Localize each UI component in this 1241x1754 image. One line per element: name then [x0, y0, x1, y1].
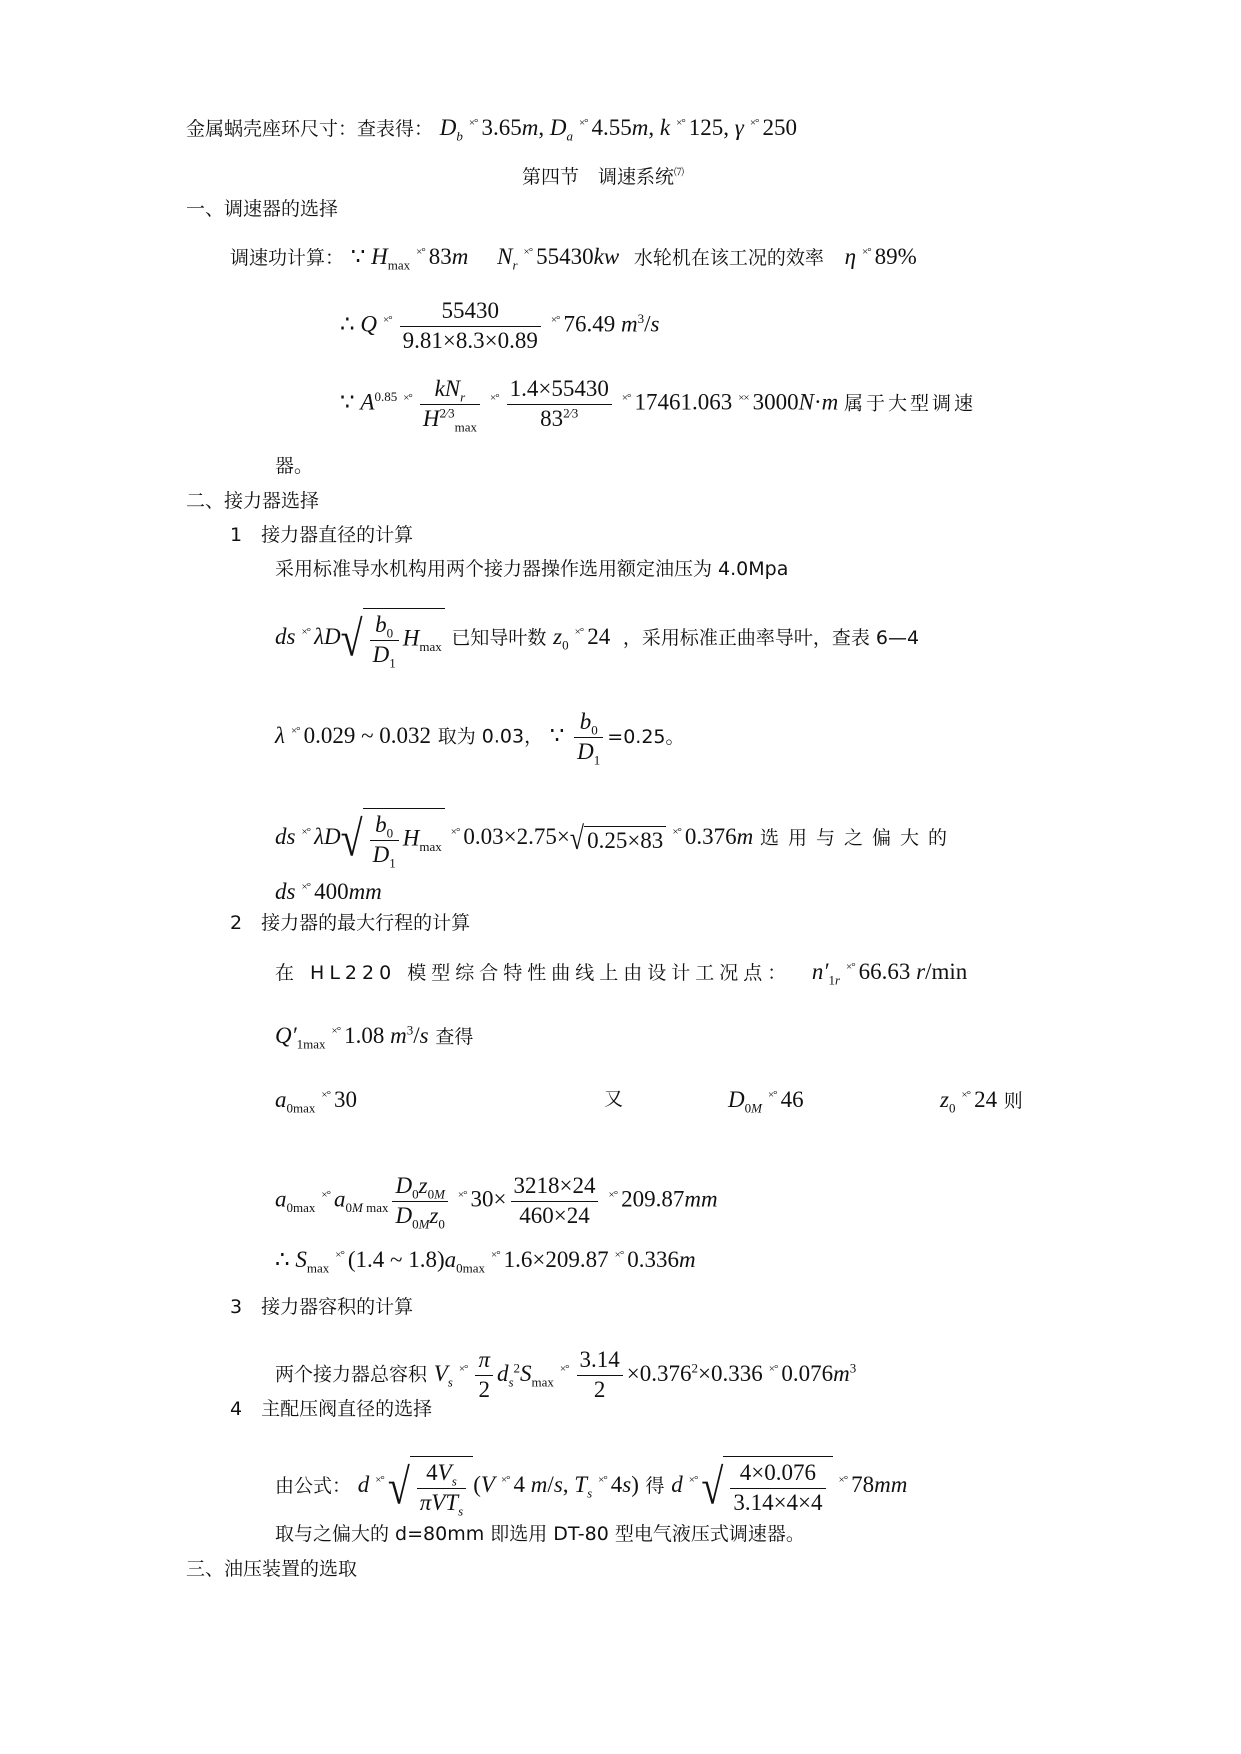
then-text: 则	[1003, 1090, 1023, 1112]
heading-oil-pressure-unit: 三、油压装置的选取	[186, 1558, 358, 1580]
ds-formula: ds ×° λD√ $\frac{b_0}{D_1}$ $H_{max}$	[275, 624, 445, 649]
work-fraction-symbolic: $\frac{kN_r}{H^{2⁄3}_{max}}$	[420, 375, 480, 434]
unit-flow: $Q'_{1max}^{\times^\circ}$ 1.08 $m^3/s$	[275, 1022, 429, 1052]
sub4-title: 4 主配压阀直径的选择	[230, 1398, 433, 1420]
seat-ring-formula: $D_b^{\times^\circ}$ 3.65m, $D_a^{\times^\circ}$ 4.55m, k ×° 125, γ ×° 250	[439, 115, 797, 144]
unit-speed: $n'_{1r}^{\times^\circ}$ 66.63 r/min	[811, 959, 968, 988]
guide-vane-count-text: 已知导叶数	[451, 627, 547, 650]
section-reference: ⑺	[674, 167, 685, 179]
and-text: 又	[604, 1088, 624, 1110]
lambda-choice-text: 取为 0.03，	[437, 725, 544, 748]
sub1-title: 1 接力器直径的计算	[230, 524, 414, 546]
servomotor-volume-line	[275, 1346, 856, 1405]
max-stroke-calculation: ∴ $S_{max}^{\times^\circ}$ (1.4 ~ $1.8)a_{0max}^{\times^\circ}$ 1.6×209.87 ×° 0.336m	[275, 1247, 696, 1276]
unit-flow-line	[275, 1022, 474, 1052]
valve-diameter-line	[275, 1456, 907, 1518]
z0-value: $z_0^{\times^\circ}$ 24	[940, 1087, 998, 1116]
heading-servomotor-selection: 二、接力器选择	[186, 490, 320, 512]
large-governor-text: 属于大型调速	[844, 392, 977, 415]
work-capacity-equation: ∵ $A^{0.85}$ ×° $\frac{kN_r}{H^{2⁄3}_{max}}$ ×° $\frac{1.4\times 55430}{83^{2⁄3}}$ ×° 17461.063 ×× 3000N·m 属于大型调速	[340, 376, 977, 435]
section-title: 第四节 调速系统⑺	[522, 166, 685, 188]
ds-result: ds ×° 400mm	[275, 879, 382, 904]
guide-vane-count: $z_0^{\times^\circ}$ 24	[553, 624, 611, 653]
efficiency-text: 水轮机在该工况的效率	[633, 247, 824, 269]
sub3-title: 3 接力器容积的计算	[230, 1296, 414, 1318]
servomotor-diameter-formula-line	[275, 608, 919, 670]
total-volume-text: 两个接力器总容积	[275, 1363, 428, 1386]
sub2-title: 2 接力器的最大行程的计算	[230, 912, 471, 934]
work-fraction-numeric: $\frac{1.4\times 55430}{83^{2⁄3}}$	[507, 375, 612, 434]
formula-label: 由公式：	[275, 1475, 352, 1498]
valve-formula: d ×° √ $\frac{4V_s}{\pi VT_s}$ (V ×° 4 m/s, $T_s^{\times^\circ}$ 4s)	[357, 1458, 639, 1519]
select-larger-text: 选用与之偏大的	[759, 827, 956, 850]
efficiency-formula: η ×° 89%	[844, 244, 917, 269]
valve-result: d ×° √ $\frac{4\times 0.076}{3.14\times 4\times 4}$ ×° 78mm	[671, 1472, 907, 1497]
vane-type-text: ，采用标准正曲率导叶，查表 6—4	[622, 627, 920, 650]
a0max-value: $a_{0max}^{\times^\circ}$ 30	[275, 1087, 357, 1116]
flow-fraction: $\frac{55430}{9.81\times 8.3\times 0.89}$	[400, 297, 541, 356]
flow-equation: ∴ Q ×° $\frac{55430}{9.81\times 8.3\times 0.89}$ ×° 76.49 $m^3/s$	[340, 297, 659, 356]
d0m-value: $D_{0M}^{\times^\circ}$ 46	[728, 1087, 804, 1116]
governing-work-label: 调速功计算：	[230, 247, 345, 269]
governing-work-formula: ∵ $H_{max}^{\times^\circ}$ 83m $N_r^{\times^\circ}$ 55430kw	[350, 244, 620, 273]
rated-oil-pressure-text: 采用标准导水机构用两个接力器操作选用额定油压为 4.0Mpa	[275, 558, 789, 580]
b0-d1-ratio: ∵ $\frac{b_0}{D_1}$ =0.25。	[549, 709, 685, 768]
design-point-text: 在 HL220 模型综合特性曲线上由设计工况点：	[275, 962, 792, 984]
seat-ring-label: 金属蜗壳座环尺寸：查表得：	[186, 118, 434, 140]
volume-formula: $V_s^{\times^\circ}$ $\frac{\pi}{2}$ $d_s^2S_{max}^{\times^\circ}$ $\frac{3.14}{2}$ $\times 0.376^2\times 0.336$ ×° $0.076m^3$	[433, 1347, 857, 1402]
governor-conclusion: 取与之偏大的 d=80mm 即选用 DT-80 型电气液压式调速器。	[275, 1523, 805, 1545]
ds-calculation: ds ×° λD√ $\frac{b_0}{D_1}$ $H_{max}^{\times^\circ}$ 0.03×2.75×√ 0.25×83 ×° 0.376m	[275, 810, 754, 871]
large-governor-text-wrap: 器。	[275, 455, 314, 477]
z0-then	[940, 1087, 1023, 1116]
lambda-line	[275, 708, 685, 767]
seat-ring-dimensions-line	[186, 115, 797, 144]
servomotor-diameter-calc-line	[275, 808, 956, 870]
result-text: 得	[645, 1475, 665, 1498]
a0max-calculation: $a_{0max}^{\times^\circ}$ $a_{0M max}$ $\frac{D_0z_{0M}}{D_{0M}z_0}$ ×° 30× $\frac{3218\times 24}{460\times 24}$ ×° 209.87mm	[275, 1173, 718, 1232]
design-point-line	[275, 959, 968, 988]
heading-governor-selection: 一、调速器的选择	[186, 198, 339, 220]
lookup-text: 查得	[435, 1026, 474, 1048]
governing-work-line	[230, 244, 917, 273]
lambda-range: λ ×° 0.029 ~ 0.032	[275, 722, 432, 748]
